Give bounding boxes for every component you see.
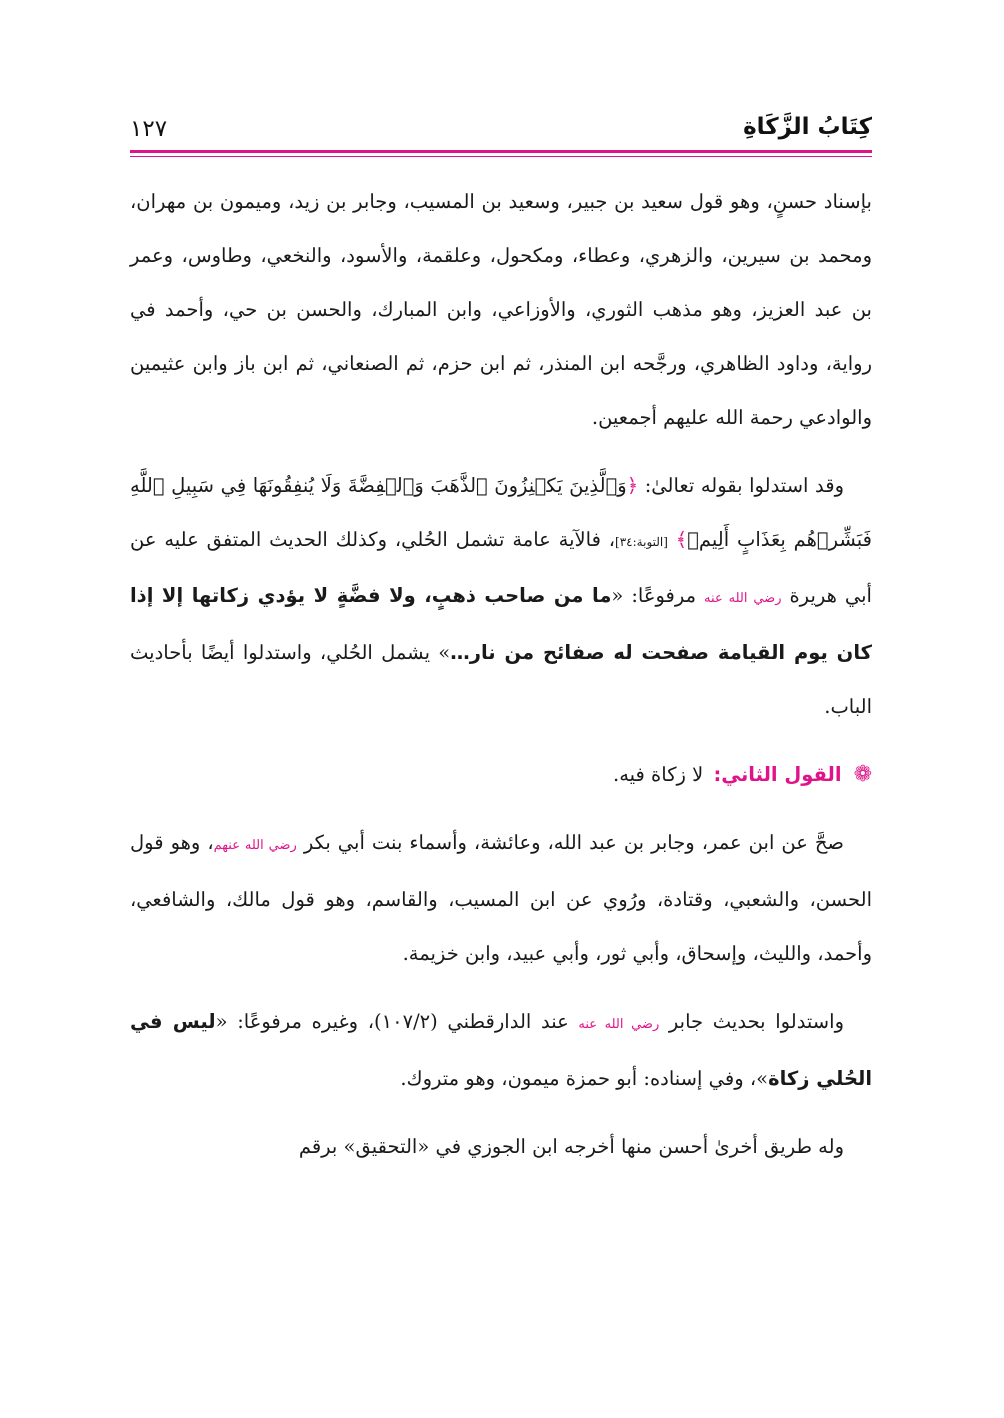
spacer — [130, 445, 872, 459]
flower-ornament-icon: ❁ — [853, 762, 872, 787]
paragraph-text: مرفوعًا: « — [611, 584, 705, 607]
paragraph-quran-evidence — [130, 459, 872, 734]
paragraph-text: صحَّ عن ابن عمر، وجابر بن عبد الله، وعائشة، وأسماء بنت أبي بكر — [296, 831, 844, 854]
quran-brace-open: ﴿ — [626, 474, 639, 497]
paragraph-text: »، وفي إسناده: أبو حمزة ميمون، وهو متروك. — [400, 1067, 769, 1090]
spacer — [130, 802, 872, 816]
paragraph-text: واستدلوا بحديث جابر — [659, 1010, 844, 1033]
header-rule-thin — [130, 156, 872, 157]
spacer — [130, 1106, 872, 1120]
paragraph-text: ، وهو قول الحسن، والشعبي، وقتادة، ورُوي عن ابن المسيب، والقاسم، وهو قول مالك، والشافعي، وأحمد، والليث، وإسحاق، وأبي ثور، وأبي عبيد، وابن خزيمة. — [130, 831, 872, 965]
paragraph-other-route: وله طريق أخرىٰ أحسن منها أخرجه ابن الجوزي في «التحقيق» برقم — [298, 1135, 844, 1158]
paragraph-opinion-two-supporters — [130, 816, 872, 981]
paragraph-text: عند الدارقطني (١٠٧/٢)، وغيره مرفوعًا: « — [215, 1010, 579, 1033]
spacer — [130, 981, 872, 995]
section-text: لا زكاة فيه. — [613, 763, 710, 786]
page-header — [130, 112, 872, 152]
page-number: ١٢٧ — [130, 116, 168, 142]
hadith-text: ما من صاحب ذهبٍ، ولا فضَّةٍ لا يؤدي زكاتها إلا إذا كان يوم القيامة صفحت له صفائح من نار… — [130, 584, 872, 664]
quran-brace-close: ﴾ — [675, 528, 688, 551]
honorific-glyph: رضي الله عنه — [704, 591, 782, 606]
section-heading-opinion-two — [130, 748, 872, 802]
paragraph-hadith-evidence — [130, 995, 872, 1106]
header-rule-thick — [130, 150, 872, 153]
paragraph-opinion-one-supporters: بإسناد حسنٍ، وهو قول سعيد بن جبير، وسعيد بن المسيب، وجابر بن زيد، وميمون بن مهران، ومحمد بن سيرين، والزهري، وعطاء، ومكحول، وعلقمة، والأسود، والنخعي، وطاوس، وعمر بن عبد العزيز، وهو مذهب الثوري، والأوزاعي، وابن المبارك، والحسن بن حي، وأحمد في رواية، وداود الظاهري، ورجَّحه ابن المنذر، ثم ابن حزم، ثم الصنعاني، ثم ابن باز وابن عثيمين والوادعي رحمة الله عليهم أجمعين. — [130, 190, 872, 429]
paragraph-text: » يشمل الحُلي، واستدلوا أيضًا بأحاديث الباب. — [130, 641, 872, 718]
intro-text: وقد استدلوا بقوله تعالىٰ: — [638, 474, 844, 497]
page-body — [130, 175, 872, 1174]
paragraph-text: ، فالآية عامة تشمل الحُلي، وكذلك الحديث المتفق عليه عن أبي هريرة — [130, 528, 872, 607]
spacer — [130, 734, 872, 748]
honorific-glyph: رضي الله عنهم — [213, 838, 297, 853]
verse-citation: [التوبة:٣٤] — [615, 535, 668, 549]
section-label: القول الثاني: — [713, 763, 842, 786]
quran-verse: وَٱلَّذِينَ يَكۡنِزُونَ ٱلذَّهَبَ وَٱلۡفِضَّةَ وَلَا يُنفِقُونَهَا فِي سَبِيلِ ٱللَّهِ فَبَشِّرۡهُم بِعَذَابٍ أَلِيمٖ — [130, 474, 872, 551]
book-title: كِتَابُ الزَّكَاةِ — [743, 114, 872, 140]
honorific-glyph: رضي الله عنه — [578, 1017, 660, 1032]
hadith-text: ليس في الحُلي زكاة — [130, 1010, 872, 1090]
